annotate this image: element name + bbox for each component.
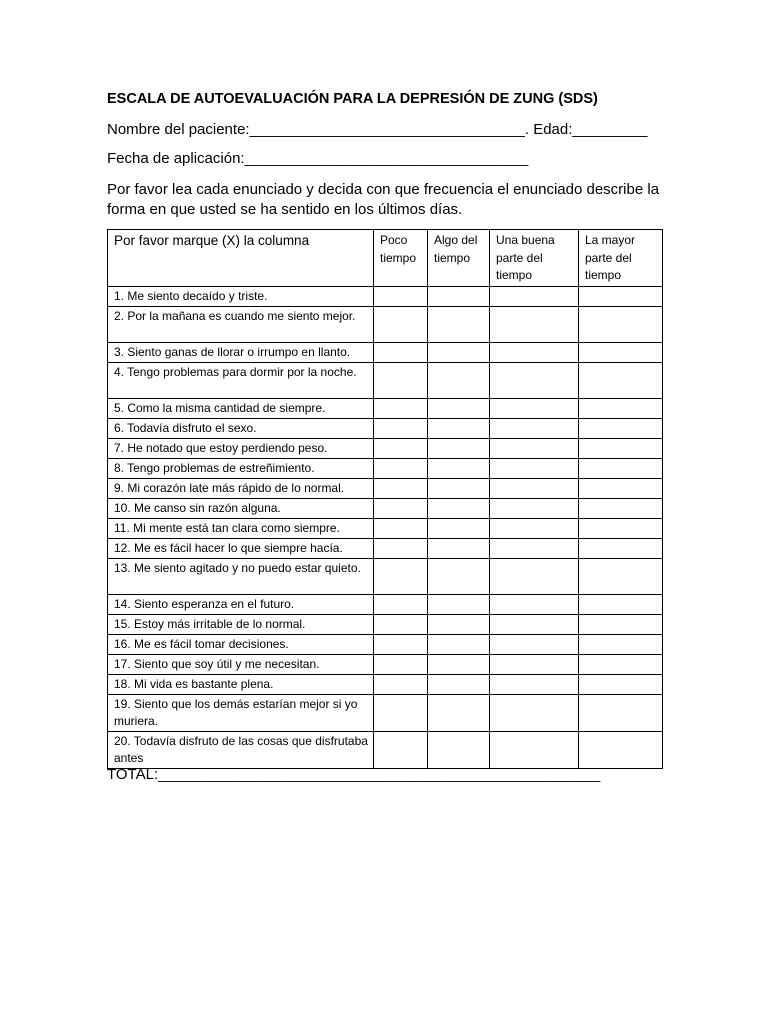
table-row xyxy=(108,342,663,362)
answer-cell[interactable] xyxy=(374,538,428,558)
answer-cell[interactable] xyxy=(490,634,579,654)
table-row xyxy=(108,614,663,634)
answer-cell[interactable] xyxy=(374,478,428,498)
question-cell: 9. Mi corazón late más rápido de lo normal. xyxy=(108,478,374,498)
answer-cell[interactable] xyxy=(490,478,579,498)
answer-cell[interactable] xyxy=(579,306,663,342)
answer-cell[interactable] xyxy=(374,438,428,458)
answer-cell[interactable] xyxy=(428,478,490,498)
answer-cell[interactable] xyxy=(579,654,663,674)
answer-cell[interactable] xyxy=(374,418,428,438)
column-header: La mayor parte del tiempo xyxy=(579,230,663,287)
table-row xyxy=(108,731,663,768)
answer-cell[interactable] xyxy=(428,306,490,342)
answer-cell[interactable] xyxy=(490,674,579,694)
answer-cell[interactable] xyxy=(579,634,663,654)
answer-cell[interactable] xyxy=(374,458,428,478)
answer-cell[interactable] xyxy=(490,458,579,478)
column-header: Algo del tiempo xyxy=(428,230,490,287)
instruction-header: Por favor marque (X) la columna xyxy=(108,230,374,287)
answer-cell[interactable] xyxy=(428,418,490,438)
answer-cell[interactable] xyxy=(579,362,663,398)
answer-cell[interactable] xyxy=(428,286,490,306)
answer-cell[interactable] xyxy=(428,594,490,614)
table-row xyxy=(108,518,663,538)
answer-cell[interactable] xyxy=(579,674,663,694)
answer-cell[interactable] xyxy=(579,731,663,768)
answer-cell[interactable] xyxy=(490,654,579,674)
patient-name-age-line: Nombre del paciente:_________________________________. Edad:_________ xyxy=(107,121,648,138)
question-cell: 18. Mi vida es bastante plena. xyxy=(108,674,374,694)
question-cell: 2. Por la mañana es cuando me siento mejor. xyxy=(108,306,374,342)
answer-cell[interactable] xyxy=(374,634,428,654)
application-date-line: Fecha de aplicación:__________________________________ xyxy=(107,150,529,167)
table-row xyxy=(108,398,663,418)
answer-cell[interactable] xyxy=(374,342,428,362)
answer-cell[interactable] xyxy=(579,478,663,498)
question-cell: 4. Tengo problemas para dormir por la noche. xyxy=(108,362,374,398)
answer-cell[interactable] xyxy=(428,342,490,362)
answer-cell[interactable] xyxy=(374,518,428,538)
question-cell: 11. Mi mente está tan clara como siempre. xyxy=(108,518,374,538)
table-row xyxy=(108,438,663,458)
table-row xyxy=(108,654,663,674)
answer-cell[interactable] xyxy=(490,694,579,731)
table-row xyxy=(108,538,663,558)
answer-cell[interactable] xyxy=(490,286,579,306)
answer-cell[interactable] xyxy=(579,418,663,438)
table-row xyxy=(108,594,663,614)
column-header: Una buena parte del tiempo xyxy=(490,230,579,287)
answer-cell[interactable] xyxy=(490,498,579,518)
answer-cell[interactable] xyxy=(490,342,579,362)
question-cell: 20. Todavía disfruto de las cosas que disfrutaba antes xyxy=(108,731,374,768)
answer-cell[interactable] xyxy=(374,674,428,694)
answer-cell[interactable] xyxy=(428,458,490,478)
answer-cell[interactable] xyxy=(374,306,428,342)
question-cell: 19. Siento que los demás estarían mejor si yo muriera. xyxy=(108,694,374,731)
answer-cell[interactable] xyxy=(374,731,428,768)
table-row xyxy=(108,306,663,342)
answer-cell[interactable] xyxy=(428,654,490,674)
question-cell: 5. Como la misma cantidad de siempre. xyxy=(108,398,374,418)
answer-cell[interactable] xyxy=(374,558,428,594)
answer-cell[interactable] xyxy=(579,614,663,634)
question-cell: 12. Me es fácil hacer lo que siempre hacía. xyxy=(108,538,374,558)
answer-cell[interactable] xyxy=(579,398,663,418)
question-cell: 3. Siento ganas de llorar o irrumpo en llanto. xyxy=(108,342,374,362)
answer-cell[interactable] xyxy=(428,518,490,538)
answer-cell[interactable] xyxy=(374,398,428,418)
answer-cell[interactable] xyxy=(428,398,490,418)
answer-cell[interactable] xyxy=(579,458,663,478)
answer-cell[interactable] xyxy=(490,538,579,558)
answer-cell[interactable] xyxy=(428,498,490,518)
answer-cell[interactable] xyxy=(374,498,428,518)
answer-cell[interactable] xyxy=(428,614,490,634)
answer-cell[interactable] xyxy=(579,558,663,594)
table-row xyxy=(108,286,663,306)
answer-cell[interactable] xyxy=(579,498,663,518)
answer-cell[interactable] xyxy=(579,438,663,458)
question-cell: 16. Me es fácil tomar decisiones. xyxy=(108,634,374,654)
question-cell: 13. Me siento agitado y no puedo estar quieto. xyxy=(108,558,374,594)
answer-cell[interactable] xyxy=(490,614,579,634)
answer-cell[interactable] xyxy=(428,362,490,398)
column-header: Poco tiempo xyxy=(374,230,428,287)
answer-cell[interactable] xyxy=(374,694,428,731)
answer-cell[interactable] xyxy=(490,438,579,458)
instructions-paragraph: Por favor lea cada enunciado y decida con que frecuencia el enunciado describe la forma en que usted se ha sentido en los últimos días. xyxy=(107,181,660,218)
answer-cell[interactable] xyxy=(579,286,663,306)
question-cell: 15. Estoy más irritable de lo normal. xyxy=(108,614,374,634)
question-cell: 10. Me canso sin razón alguna. xyxy=(108,498,374,518)
answer-cell[interactable] xyxy=(579,342,663,362)
answer-cell[interactable] xyxy=(490,418,579,438)
question-cell: 8. Tengo problemas de estreñimiento. xyxy=(108,458,374,478)
total-line: TOTAL:_____________________________________________________ xyxy=(107,766,601,783)
answer-cell[interactable] xyxy=(428,694,490,731)
answer-cell[interactable] xyxy=(579,518,663,538)
answer-cell[interactable] xyxy=(579,538,663,558)
table-row xyxy=(108,458,663,478)
page-title: ESCALA DE AUTOEVALUACIÓN PARA LA DEPRESIÓN DE ZUNG (SDS) xyxy=(107,91,598,107)
answer-cell[interactable] xyxy=(490,398,579,418)
table-row xyxy=(108,478,663,498)
answer-cell[interactable] xyxy=(428,538,490,558)
table-row xyxy=(108,674,663,694)
question-cell: 1. Me siento decaído y triste. xyxy=(108,286,374,306)
answer-cell[interactable] xyxy=(374,362,428,398)
answer-cell[interactable] xyxy=(428,634,490,654)
answer-cell[interactable] xyxy=(490,306,579,342)
question-cell: 7. He notado que estoy perdiendo peso. xyxy=(108,438,374,458)
answer-cell[interactable] xyxy=(490,518,579,538)
answer-cell[interactable] xyxy=(374,614,428,634)
table-row xyxy=(108,418,663,438)
answer-cell[interactable] xyxy=(579,594,663,614)
depression-scale-table xyxy=(107,229,663,769)
question-cell: 14. Siento esperanza en el futuro. xyxy=(108,594,374,614)
answer-cell[interactable] xyxy=(428,438,490,458)
table-header-row xyxy=(108,230,663,287)
answer-cell[interactable] xyxy=(428,674,490,694)
table-body xyxy=(108,286,663,768)
answer-cell[interactable] xyxy=(490,362,579,398)
table-row xyxy=(108,498,663,518)
answer-cell[interactable] xyxy=(579,694,663,731)
answer-cell[interactable] xyxy=(490,594,579,614)
answer-cell[interactable] xyxy=(428,731,490,768)
table-row xyxy=(108,694,663,731)
answer-cell[interactable] xyxy=(374,654,428,674)
answer-cell[interactable] xyxy=(490,731,579,768)
answer-cell[interactable] xyxy=(490,558,579,594)
answer-cell[interactable] xyxy=(374,594,428,614)
table-row xyxy=(108,362,663,398)
question-cell: 6. Todavía disfruto el sexo. xyxy=(108,418,374,438)
table-row xyxy=(108,634,663,654)
answer-cell[interactable] xyxy=(428,558,490,594)
question-cell: 17. Siento que soy útil y me necesitan. xyxy=(108,654,374,674)
answer-cell[interactable] xyxy=(374,286,428,306)
table-row xyxy=(108,558,663,594)
